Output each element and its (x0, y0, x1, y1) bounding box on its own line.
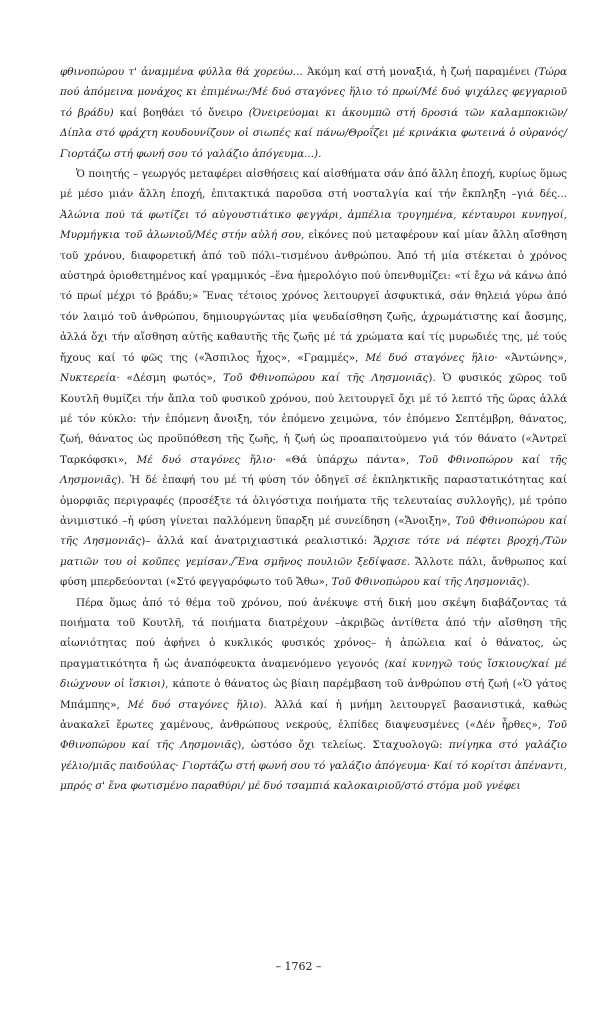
italic-quote: (Τώρα πού ἀπόμεινα μονάχος κι ἐπιμένω:/Μέ δυό σταγόνες ἥλιο τό πρωί/Μέ δυό ψιχάλες φεγγαριοῦ τό βράδυ) (60, 66, 568, 119)
text-run: «Ἀντώνης», (497, 351, 568, 364)
text-run: Ὁ ποιητής – γεωργός μεταφέρει αἰσθήσεις καί αἰσθήματα σάν ἀπό ἄλλη ἐποχή, κυρίως ὅμως μέ μέσο μιάν ἄλλη ἐποχή, ἐπιτακτικά παροῦσα στή νοσταλγία καί τήν ἔκπληξη –γιά δές... (60, 168, 567, 201)
paragraph (60, 164, 567, 593)
paragraph (60, 593, 567, 797)
text-run: Ἀκόμη καί στή μοναξιά, ἡ ζωή παραμένει (302, 66, 535, 78)
text-run: ), ὡστόσο ὄχι τελείως. Σταχυολογῶ: (237, 739, 449, 752)
text-run: ). (522, 576, 530, 589)
text-run: «Δέσμη φωτός», (119, 372, 223, 385)
text-run: , κάποτε ὁ θάνατος ὡς βίαιη παρέμβαση τοῦ ἀνθρώπου στή ζωή («Ὁ γάτος Μπάμπης», (60, 678, 567, 711)
text-run: «Θά ὑπάρχω πάντα», (276, 453, 419, 466)
italic-quote: (καί κυνηγῶ τούς ἴσκιους/καί μέ διώχνουν οἱ ἴσκιοι) (60, 657, 567, 691)
italic-quote: (Ὀνειρεύομαι κι ἀκουμπῶ στή δροσιά τῶν καλαμποκιῶν/Δίπλα στό φράχτη κουδουνίζουν οἱ σιωπές καί πάνω/Θροΐζει μέ κρινάκια φωτεινά ὁ οὐρανός/Γιορτάζω στή φωνή σου τό γαλάζιο ἀπόγευμα...). (60, 106, 567, 160)
text-run: )– ἀλλά καί ἀνατριχιαστικά ρεαλιστικό: (141, 535, 374, 548)
text-run: καί βοηθάει τό ὄνειρο (113, 106, 249, 119)
italic-quote: Ἀλώνια πού τά φωτίζει τό αὐγουστιάτικο φεγγάρι, ἀμπέλια τρυγημένα, κένταυροι κυνηγοί, Μυρμήγκια τοῦ ἀλωνιοῦ/Μές στήν αὐλή σου, (60, 208, 567, 242)
text-run: ). Ἡ δέ ἐπαφή του μέ τή φύση τόν ὁδηγεῖ σέ ἐκπληκτικῆς παραστατικότητας καί ὀμορφιᾶς περιγραφές (προσέξτε τά ὀλιγόστιχα ποιήματα τῆς τελευταίας συλλογῆς), μέ τρόπο ἀνιμιστικό –ἡ φύση γίνεται παλλόμενη ὕπαρξη μέ συνείδηση («Ἄνοιξη», (60, 474, 567, 527)
italic-quote: Τοῦ Φθινοπώρου καί τῆς Λησμονιᾶς (60, 453, 567, 487)
text-run: ). Ἀλλά καί ἡ μνήμη λειτουργεῖ βασανιστικά, καθώς ἀνακαλεῖ ἔρωτες χαμένους, ἀνθρώπους νεκρούς, ἐλπίδες διαψευσμένες («Δέν ἦρθες», (60, 698, 568, 731)
italic-quote: Τοῦ Φθινοπώρου καί τῆς Λησμονιᾶς (331, 576, 523, 589)
italic-quote: φθινοπώρου τ' ἀναμμένα φύλλα θά χορεύω... (60, 66, 303, 78)
text-run: Πέρα ὅμως ἀπό τό θέμα τοῦ χρόνου, πού ἀνέκυψε στή δική μου σκέψη διαβάζοντας τά ποιήματα τοῦ Κουτλῆ, τά ποιήματα διατρέχουν –ἀκριβῶς ἀντίθετα ἀπό τήν αἴσθηση τῆς αἰωνιότητας πού ἀφήνει ὁ κυκλικός φυσικός χρόνος– ἡ ἀπώλεια καί ὁ θάνατος, ὡς πραγματικότητα ἤ ὡς ἀναπόφευκτα ἀναμενόμενο γεγονός (60, 596, 567, 670)
page-text-body (60, 62, 567, 797)
italic-quote: Ἄρχισε τότε νά πέφτει βροχή./Τῶν ματιῶν του οἱ κοῦπες γεμίσαν./Ἕνα σμῆνος πουλιῶν ξεδίψασε. (60, 535, 568, 568)
text-run: εἰκόνες πού μεταφέρουν καί μίαν ἄλλη αἴσθηση τοῦ χρόνου, διαφορετική ἀπό τοῦ πόλι–τισμένου ἀνθρώπου. Ἀπό τή μία στέκεται ὁ χρόνος αὐστηρά ὁριοθετημένος καί γραμμικός –ἕνα ἡμερολόγιο πού ὑπενθυμίζει: «τί ἔχω νά κάνω ἀπό τό πρωί μέχρι τό βράδυ;» Ἕνας τέτοιος χρόνος λειτουργεῖ ἀσφυκτικά, σάν θηλειά γύρω ἀπό τόν λαιμό τοῦ ἀνθρώπου, δημιουργώντας μία ψευδαίσθηση ζωῆς, ἀχρωμάτιστης καί ἄοσμης, ἀλλά ὄχι τήν αἴσθηση αὐτῆς καθαυτῆς τῆς ζωῆς μέ τά χρώματα καί τίς μυρωδιές της, μέ τούς ἤχους καί τό φῶς της («Ἄσπιλος ἦχος», «Γραμμές», (60, 229, 568, 364)
italic-quote: Τοῦ Φθινοπώρου καί τῆς Λησμονιᾶς (60, 719, 567, 752)
italic-quote: πνίγηκα στό γαλάζιο γέλιο/μιᾶς παιδούλας· Γιορτάζω στή φωνή σου τό γαλάζιο ἀπόγευμα· Καί τό κορίτσι ἀπέναντι, μπρός σ' ἕνα φωτισμένο παραθύρι/ μέ δυό τσαμπιά καλοκαιριοῦ/στό στόμα μοῦ γνέφει (60, 739, 567, 793)
italic-quote: Νυκτερεία· (60, 372, 120, 385)
italic-quote: Μέ δυό σταγόνες ἥλιο· (136, 453, 276, 466)
paragraph (60, 62, 567, 164)
page-number: – 1762 – (275, 960, 322, 973)
italic-quote: Μέ δυό σταγόνες ἥλιο· (365, 351, 498, 364)
italic-quote: Τοῦ Φθινοπώρου καί τῆς Λησμονιᾶς (222, 372, 429, 385)
text-run: ). Ὁ φυσικός χῶρος τοῦ Κουτλῆ θυμίζει τήν ἄπλα τοῦ φυσικοῦ χρόνου, πού λειτουργεῖ ὄχι μέ τό λεπτό τῆς ὥρας ἀλλά μέ τόν κύκλο: τήν ἑπόμενη ἄνοιξη, τόν ἑπόμενο χειμώνα, τόν ἑπόμενο Σεπτέμβρη, θάνατος, ζωή, θάνατος ὡς προϋπόθεση τῆς ζωῆς, ἡ ζωή ὡς προαπαιτούμενο γιά τόν θάνατο («Ἀντρεϊ Ταρκόφσκι», (60, 372, 567, 466)
text-run: Ἄλλοτε πάλι, ἄνθρωπος καί φύση μπερδεύονται («Στό φεγγαρόφωτο τοῦ Ἄθω», (60, 555, 567, 589)
italic-quote: Τοῦ Φθινοπώρου καί τῆς Λησμονιᾶς (60, 514, 568, 548)
italic-quote: Μέ δυό σταγόνες ἥλιο (127, 698, 260, 711)
